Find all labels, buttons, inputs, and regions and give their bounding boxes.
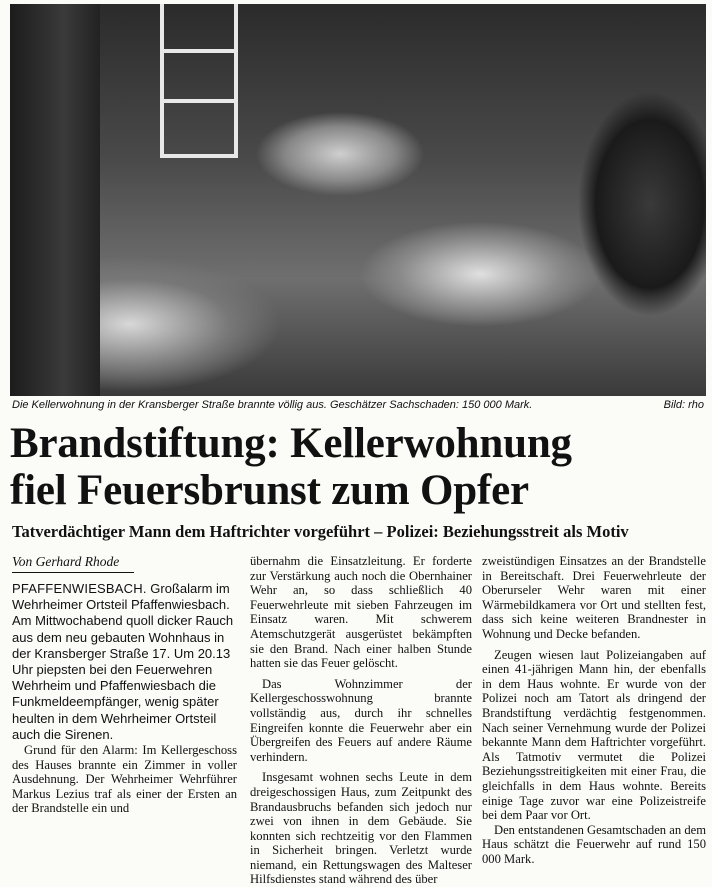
photo-door-shadow xyxy=(10,4,100,396)
photo-caption: Die Kellerwohnung in der Kransberger Straße brannte völlig aus. Geschätzer Sachschaden: 150 000 Mark. xyxy=(12,399,533,411)
article-column-1 xyxy=(12,554,237,816)
article-photo xyxy=(10,4,706,396)
subheadline: Tatverdächtiger Mann dem Haftrichter vorgeführt – Polizei: Beziehungsstreit als Motiv xyxy=(12,522,629,541)
body-paragraph: Grund für den Alarm: Im Kellergeschoss des Hauses brannte ein Zimmer in voller Ausdehnung. Der Wehrheimer Wehrführer Markus Lezius traf als einer der Ersten an der Brandstelle ein und xyxy=(12,743,237,816)
body-paragraph: zweistündigen Einsatzes an der Brandstelle in Bereitschaft. Drei Feuerwehrleute der Oberurseler Wehr waren mit einer Wärmebildkamera vor Ort und stellten fest, dass sich keine weiteren Brandnester in Wohnung und Decke befanden. xyxy=(482,554,706,641)
article-column-2 xyxy=(250,554,472,887)
byline: Von Gerhard Rhode xyxy=(12,554,134,573)
headline xyxy=(10,420,706,514)
headline-line-1: Brandstiftung: Kellerwohnung xyxy=(10,420,572,467)
article-column-3 xyxy=(482,554,706,866)
dateline: PFAFFENWIESBACH. xyxy=(12,581,147,596)
body-paragraph: Zeugen wiesen laut Polizeiangaben auf einen 41-jährigen Mann hin, der ebenfalls in dem Haus wohnte. Er wurde von der Polizei noch am Tatort als dringend der Brandstiftung verdächtig festgenommen. Nach seiner Vernehmung wurde der Polizei bekannte Mann dem Haftrichter vorgeführt. Als Tatmotiv vermutet die Polizei Beziehungsstreitigkeiten mit einer Frau, die gleichfalls in dem Haus wohnte. Bereits einige Tage zuvor war eine Polizeistreife bei dem Paar vor Ort. xyxy=(482,647,706,823)
body-paragraph: Den entstandenen Gesamtschaden an dem Haus schätzt die Feuerwehr auf rund 150 000 Mark. xyxy=(482,822,706,866)
lead-paragraph xyxy=(12,581,237,743)
photo-burned-shelf xyxy=(160,4,238,158)
headline-line-2: fiel Feuersbrunst zum Opfer xyxy=(10,467,529,514)
body-paragraph: Insgesamt wohnen sechs Leute in dem dreigeschossigen Haus, zum Zeitpunkt des Brandausbruchs befanden sich jedoch nur zwei von ihnen in dem Gebäude. Sie konnten sich rechtzeitig vor den Flammen in Sicherheit bringen. Verletzt wurde niemand, ein Rettungswagen des Malteser Hilfsdienstes stand während des über xyxy=(250,770,472,887)
body-paragraph: übernahm die Einsatzleitung. Er forderte zur Verstärkung auch noch die Obernhainer Wehr an, so dass schließlich 40 Feuerwehrleute mit sieben Fahrzeugen im Einsatz waren. Mit schwerem Atemschutzgerät ausgerüstet bekämpften sie den Brand. Nach einer halben Stunde hatten sie das Feuer gelöscht. xyxy=(250,554,472,671)
body-paragraph: Das Wohnzimmer der Kellergeschosswohnung brannte vollständig aus, durch ihr schnelles Eingreifen konnte die Feuerwehr aber ein Übergreifen des Feuers auf andere Räume verhindern. xyxy=(250,676,472,764)
photo-credit: Bild: rho xyxy=(663,399,704,411)
photo-caption-row xyxy=(12,398,704,412)
lead-text: Großalarm im Wehrheimer Ortsteil Pfaffenwiesbach. Am Mittwochabend quoll dicker Rauch aus dem neu gebauten Wohnhaus in der Kransberger Straße 17. Um 20.13 Uhr piepsten bei den Feuerwehren Wehrheim und Pfaffenwiesbach die Funkmeldeempfänger, wenig später heulten in dem Wehrheimer Ortsteil auch die Sirenen. xyxy=(12,581,234,742)
